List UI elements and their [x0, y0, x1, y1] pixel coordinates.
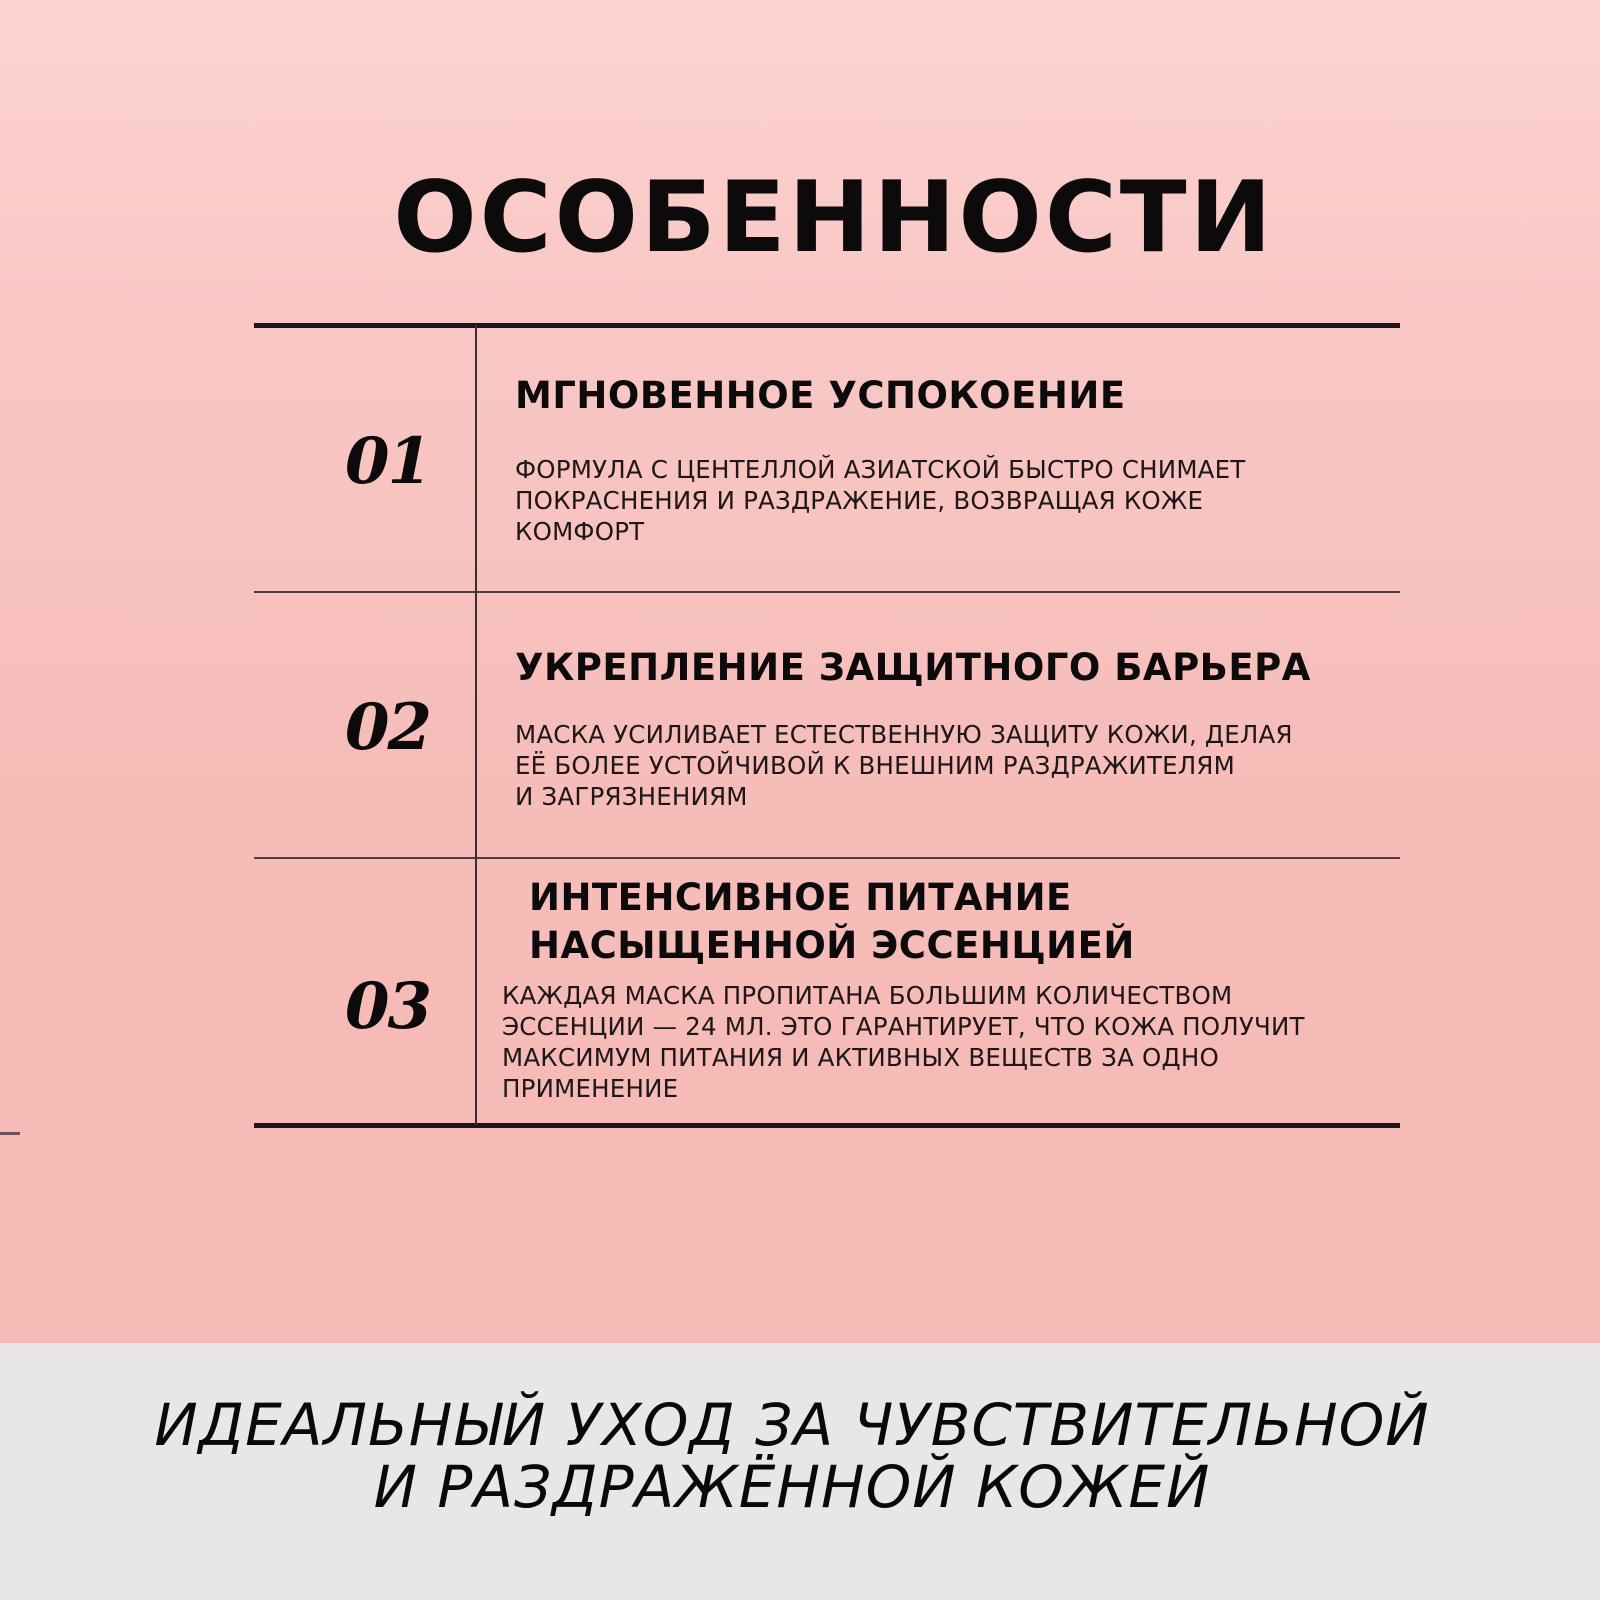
feature-heading-line: ИНТЕНСИВНОЕ ПИТАНИЕ [529, 876, 1072, 919]
feature-description [515, 454, 1245, 547]
slogan-line-1: ИДЕАЛЬНЫЙ УХОД ЗА ЧУВСТВИТЕЛЬНОЙ [154, 1391, 1430, 1459]
feature-heading [515, 372, 1126, 420]
feature-description [515, 719, 1293, 812]
table-bottom-rule [254, 1123, 1400, 1128]
table-top-rule [254, 323, 1400, 328]
feature-number: 01 [345, 424, 431, 499]
slogan-line-2: И РАЗДРАЖЁННОЙ КОЖЕЙ [373, 1453, 1211, 1521]
feature-description-line: МАСКА УСИЛИВАЕТ ЕСТЕСТВЕННУЮ ЗАЩИТУ КОЖИ, ДЕЛАЯ [515, 720, 1293, 749]
feature-heading-line: УКРЕПЛЕНИЕ ЗАЩИТНОГО БАРЬЕРА [515, 646, 1311, 689]
row-divider-2 [254, 857, 1400, 859]
feature-description-line: И ЗАГРЯЗНЕНИЯМ [515, 782, 748, 811]
feature-description-line: КОМФОРТ [515, 517, 645, 546]
edge-tick-mark [0, 1132, 20, 1135]
feature-number: 03 [345, 969, 431, 1044]
feature-description-line: ПОКРАСНЕНИЯ И РАЗДРАЖЕНИЕ, ВОЗВРАЩАЯ КОЖЕ [515, 486, 1204, 515]
feature-description-line: ПРИМЕНЕНИЕ [502, 1074, 679, 1103]
feature-description [502, 980, 1305, 1104]
feature-heading-line: МГНОВЕННОЕ УСПОКОЕНИЕ [515, 374, 1126, 417]
row-divider-1 [254, 591, 1400, 593]
feature-heading [529, 874, 1135, 970]
feature-description-line: ЕЁ БОЛЕЕ УСТОЙЧИВОЙ К ВНЕШНИМ РАЗДРАЖИТЕЛЯМ [515, 751, 1235, 780]
feature-number: 02 [345, 690, 431, 765]
feature-description-line: ЭССЕНЦИИ — 24 МЛ. ЭТО ГАРАНТИРУЕТ, ЧТО КОЖА ПОЛУЧИТ [502, 1012, 1305, 1041]
feature-description-line: ФОРМУЛА С ЦЕНТЕЛЛОЙ АЗИАТСКОЙ БЫСТРО СНИМАЕТ [515, 455, 1246, 484]
feature-heading-line: НАСЫЩЕННОЙ ЭССЕНЦИЕЙ [529, 924, 1135, 967]
page-title: ОСОБЕННОСТИ [393, 161, 1275, 275]
feature-heading [515, 644, 1311, 692]
feature-description-line: КАЖДАЯ МАСКА ПРОПИТАНА БОЛЬШИМ КОЛИЧЕСТВОМ [502, 981, 1233, 1010]
feature-description-line: МАКСИМУМ ПИТАНИЯ И АКТИВНЫХ ВЕЩЕСТВ ЗА ОДНО [502, 1043, 1219, 1072]
table-column-divider [475, 325, 477, 1125]
